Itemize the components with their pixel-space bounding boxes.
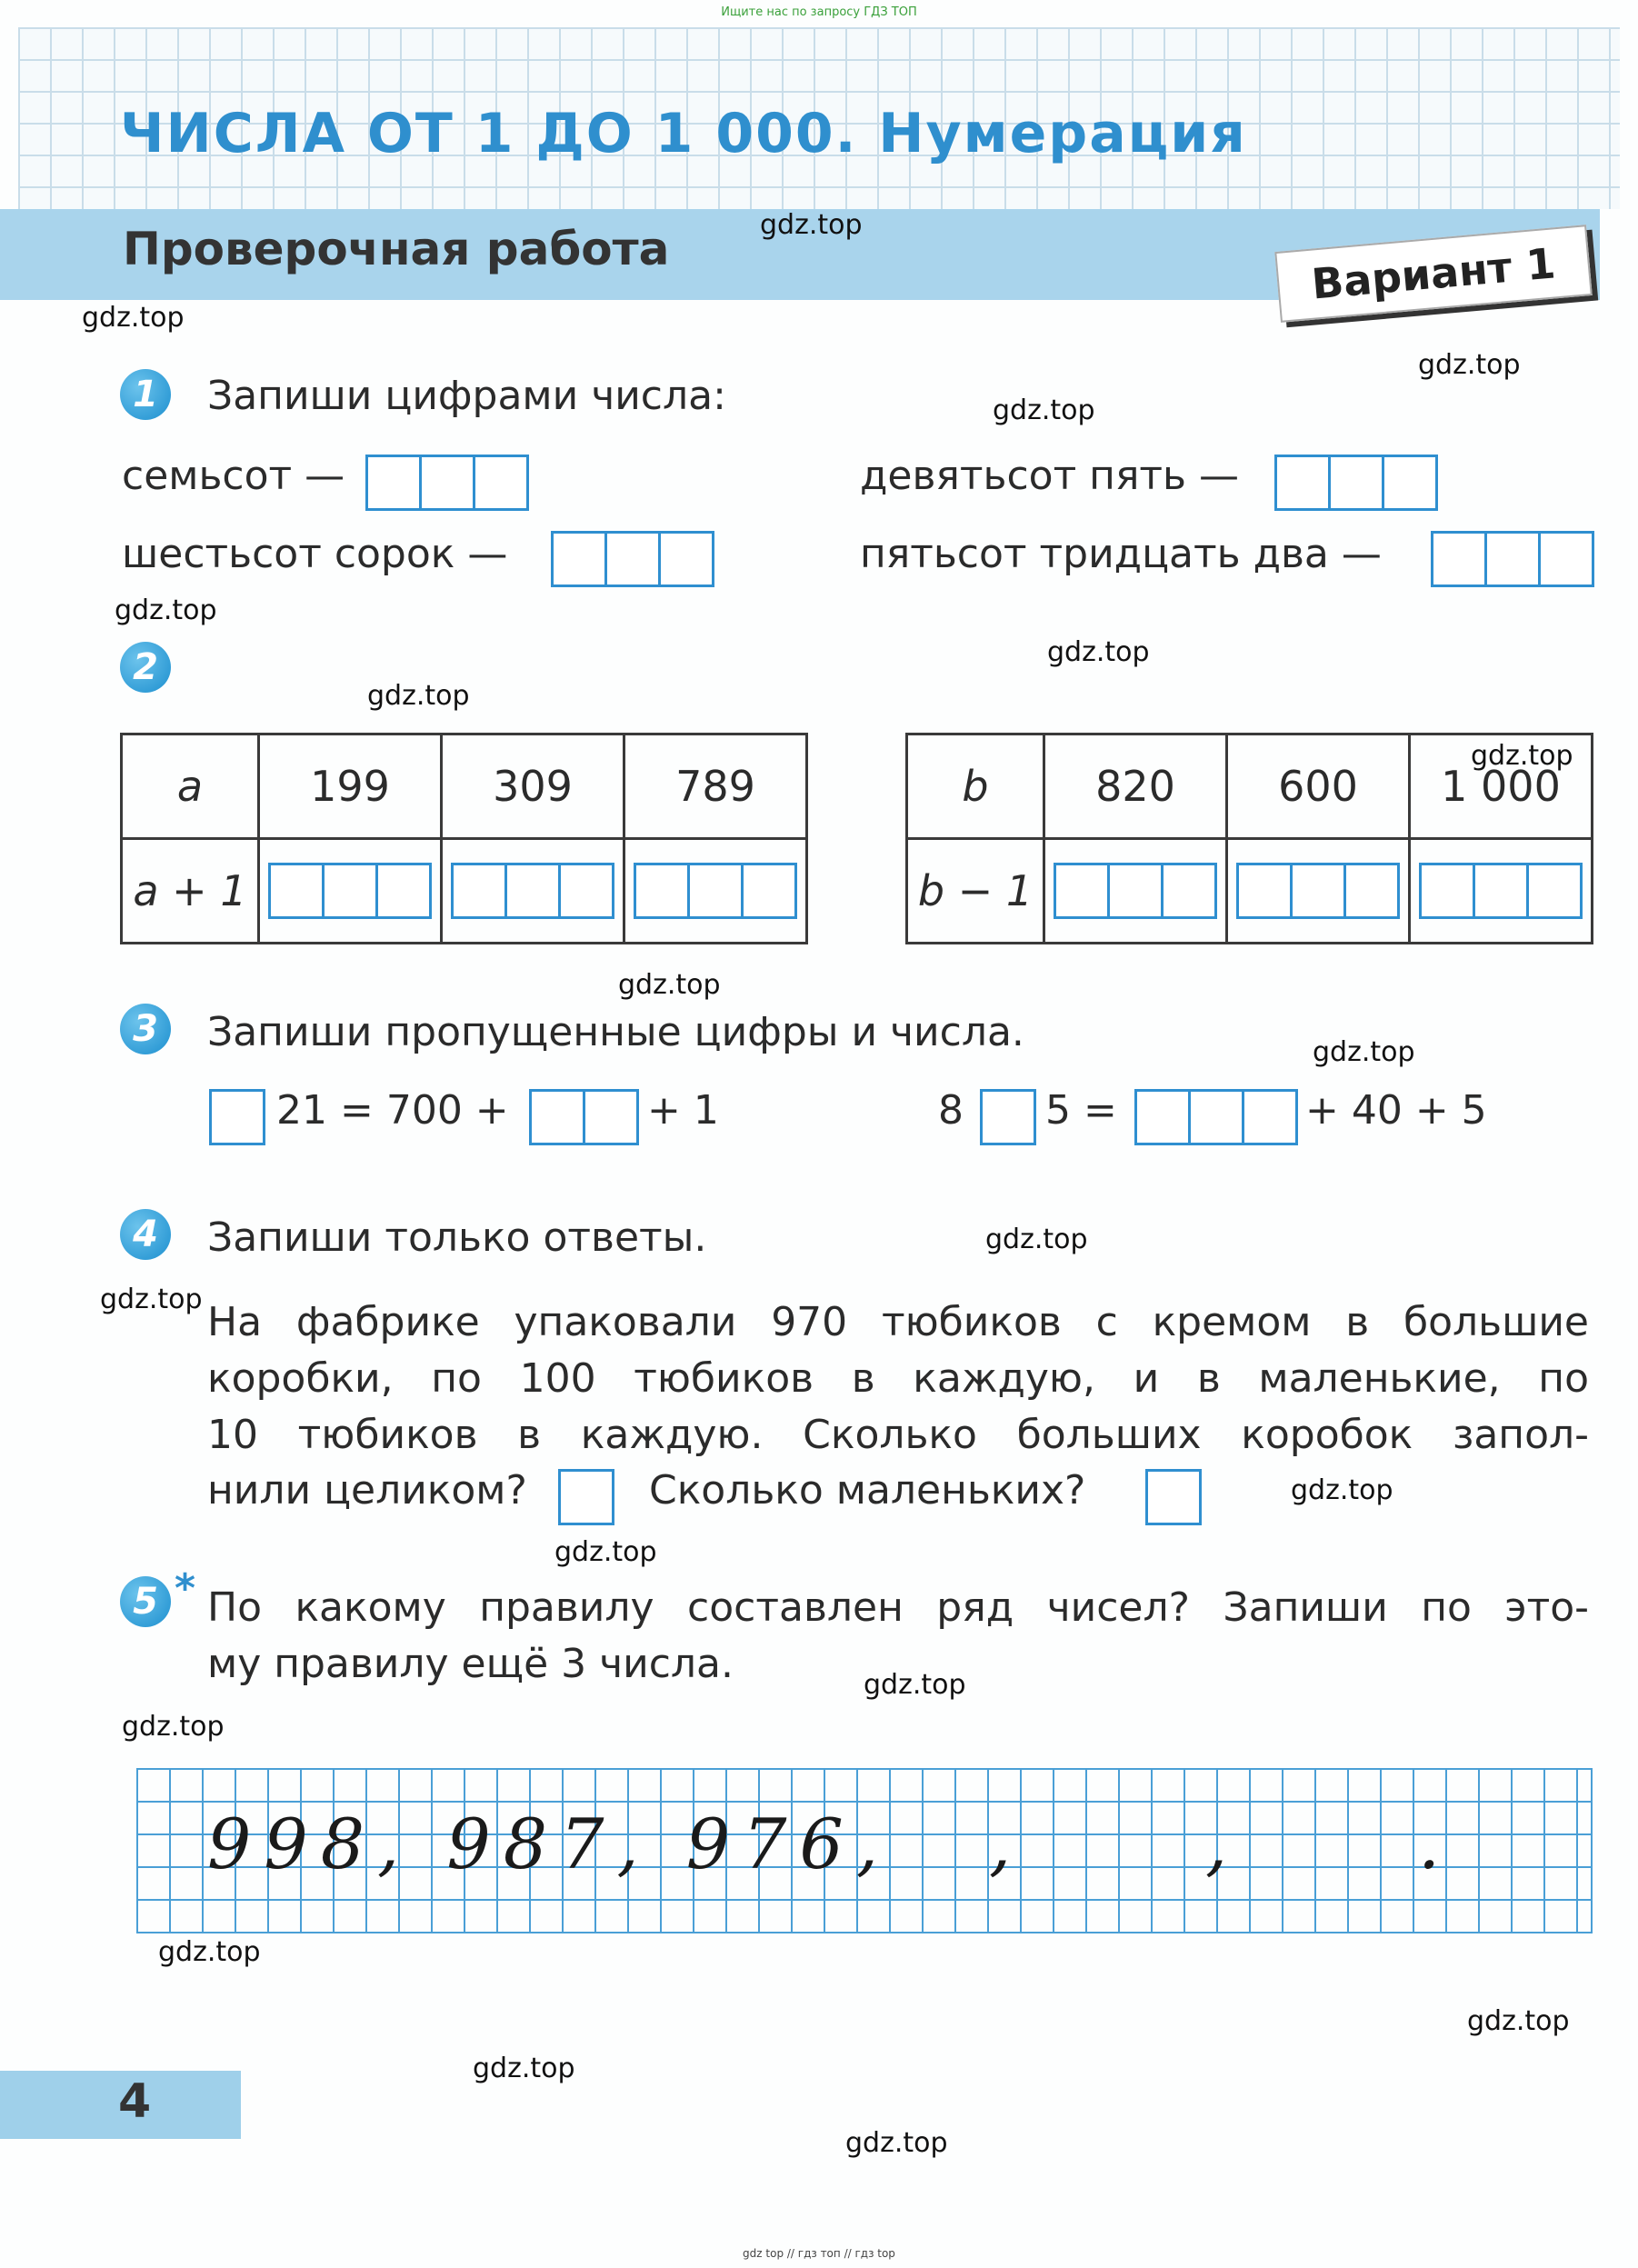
watermark: gdz.top [115, 594, 217, 626]
watermark: gdz.top [1471, 740, 1573, 772]
answer-digit-box[interactable] [980, 1089, 1036, 1145]
table-b [905, 733, 1593, 944]
answer-box-small[interactable] [1145, 1469, 1202, 1525]
answer-digit-box[interactable] [209, 1089, 265, 1145]
top-note: Ищите нас по запросу ГДЗ ТОП [721, 5, 917, 19]
watermark: gdz.top [985, 1224, 1088, 1255]
watermark: gdz.top [122, 1711, 225, 1743]
table-row-label: b − 1 [907, 839, 1044, 944]
task4-question: Сколько маленьких? [649, 1467, 1086, 1514]
table-header-a: a [122, 734, 259, 839]
watermark: gdz.top [1047, 636, 1150, 668]
equation-part: 5 = [1045, 1087, 1117, 1134]
task4-line: На фабрике упаковали 970 тюбиков с кремом в большие [207, 1299, 1589, 1345]
answer-cell[interactable] [442, 839, 624, 944]
handwritten-sequence: 998, 987, 976, [207, 1803, 891, 1884]
table-cell: 820 [1044, 734, 1227, 839]
task4-heading: Запиши только ответы. [207, 1214, 707, 1261]
variant-label: Вариант 1 [1274, 225, 1592, 323]
watermark: gdz.top [473, 2053, 575, 2084]
watermark: gdz.top [760, 209, 863, 241]
watermark: gdz.top [158, 1936, 261, 1968]
task-number-badge: 2 [120, 642, 171, 693]
answer-digit-boxes[interactable] [1274, 455, 1438, 511]
task5-line: По какому правилу составлен ряд чисел? Запиши по это- [207, 1584, 1589, 1631]
equation-part: 21 = 700 + [276, 1087, 509, 1134]
task-number-badge: 1 [120, 369, 171, 420]
answer-cell[interactable] [624, 839, 807, 944]
watermark: gdz.top [367, 680, 470, 712]
task-number-badge: 3 [120, 1004, 171, 1054]
watermark: gdz.top [1467, 2005, 1570, 2037]
answer-cell[interactable] [1044, 839, 1227, 944]
table-row-label: a + 1 [122, 839, 259, 944]
task5-text [207, 1580, 1589, 1693]
star-mark: * [175, 1565, 196, 1612]
watermark: gdz.top [618, 969, 721, 1001]
task-number-badge: 4 [120, 1209, 171, 1260]
watermark: gdz.top [554, 1536, 657, 1568]
task1-heading: Запиши цифрами числа: [207, 373, 726, 419]
page-number: 4 [118, 2074, 152, 2129]
answer-cell[interactable] [1227, 839, 1410, 944]
watermark: gdz.top [100, 1284, 203, 1315]
task1-item-label: шестьсот сорок — [122, 531, 508, 577]
table-cell: 309 [442, 734, 624, 839]
task4-line: 10 тюбиков в каждую. Сколько больших коробок запол- [207, 1412, 1589, 1458]
answer-digit-boxes[interactable] [1134, 1089, 1298, 1145]
table-cell: 600 [1227, 734, 1410, 839]
watermark: gdz.top [1313, 1036, 1415, 1068]
watermark: gdz.top [1291, 1474, 1393, 1506]
answer-digit-boxes[interactable] [529, 1089, 639, 1145]
answer-digit-boxes[interactable] [365, 455, 529, 511]
task4-line: коробки, по 100 тюбиков в каждую, и в маленькие, по [207, 1355, 1589, 1402]
blank-separator: , [1205, 1803, 1241, 1884]
table-cell: 789 [624, 734, 807, 839]
answer-cell[interactable] [1410, 839, 1593, 944]
table-header-b: b [907, 734, 1044, 839]
watermark: gdz.top [82, 302, 185, 334]
task1-item-label: семьсот — [122, 453, 345, 499]
table-a [120, 733, 808, 944]
watermark: gdz.top [1418, 349, 1521, 381]
task1-item-label: пятьсот тридцать два — [860, 531, 1382, 577]
task-number-badge: 5 [120, 1576, 171, 1627]
watermark: gdz.top [845, 2127, 948, 2159]
blank-separator: . [1418, 1803, 1453, 1884]
blank-separator: , [989, 1803, 1024, 1884]
watermark: gdz.top [993, 395, 1095, 426]
table-cell: 1 000 [1410, 734, 1593, 839]
equation-part: + 1 [647, 1087, 719, 1134]
section-subtitle: Проверочная работа [123, 223, 670, 275]
equation-part: 8 [938, 1087, 964, 1134]
table-cell: 199 [259, 734, 442, 839]
answer-box-large[interactable] [558, 1469, 614, 1525]
equation-part: + 40 + 5 [1305, 1087, 1487, 1134]
page-title: ЧИСЛА ОТ 1 ДО 1 000. Нумерация [120, 102, 1247, 165]
watermark: gdz.top [864, 1669, 966, 1701]
bottom-note: gdz top // гдз топ // гдз top [743, 2247, 895, 2260]
answer-cell[interactable] [259, 839, 442, 944]
task5-line: му правилу ещё 3 числа. [207, 1641, 734, 1687]
task4-question: нили целиком? [207, 1467, 527, 1514]
task1-item-label: девятьсот пять — [860, 453, 1239, 499]
answer-digit-boxes[interactable] [551, 531, 714, 587]
task4-text [207, 1294, 1589, 1464]
answer-digit-boxes[interactable] [1431, 531, 1594, 587]
task3-heading: Запиши пропущенные цифры и числа. [207, 1009, 1024, 1055]
